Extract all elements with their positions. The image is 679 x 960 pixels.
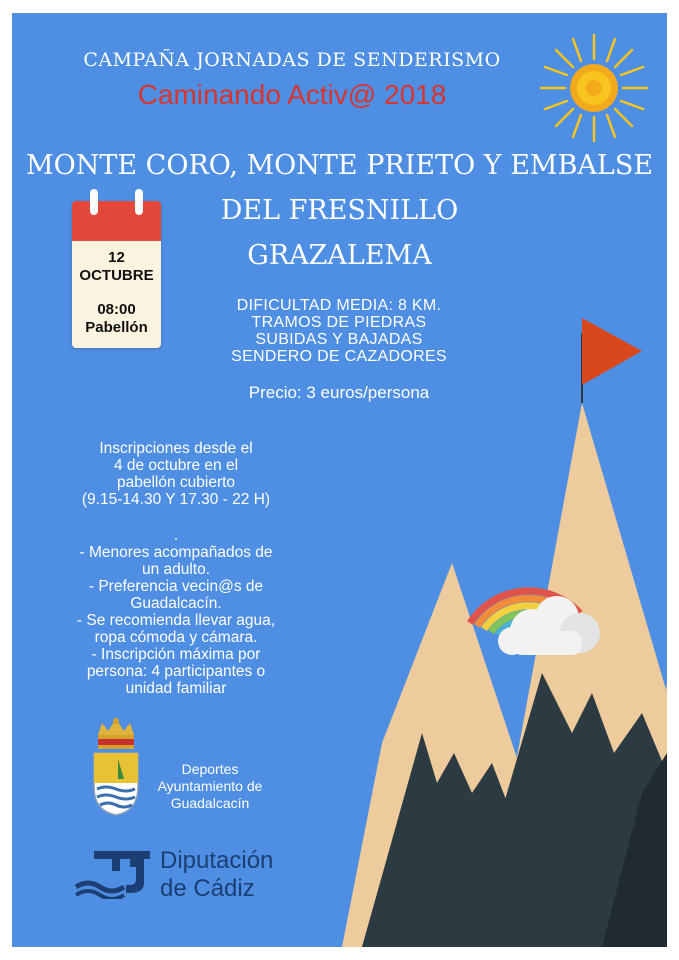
- registration-line: 4 de octubre en el: [113, 457, 239, 474]
- note-line: Guadalcacín.: [130, 595, 222, 612]
- note-line: - Se recomienda llevar agua,: [76, 612, 276, 629]
- note-line: - Menores acompañados de: [79, 544, 273, 561]
- diputacion-logo-icon: [74, 849, 154, 899]
- note-line: unidad familiar: [125, 680, 227, 697]
- note-line: persona: 4 participantes o: [86, 663, 266, 680]
- ayuntamiento-label: [140, 761, 280, 812]
- dept-line: Ayuntamiento de: [157, 778, 263, 794]
- note-line: un adulto.: [141, 561, 211, 578]
- coat-of-arms-icon: [88, 717, 144, 817]
- calendar-header: [72, 201, 161, 241]
- detail-line: SUBIDAS Y BAJADAS: [255, 331, 423, 348]
- dip-line: Diputación: [160, 847, 274, 874]
- diputacion-label: [160, 847, 273, 903]
- flag-icon: [582, 318, 642, 385]
- notes-dot: .: [173, 527, 179, 544]
- registration-info: [56, 440, 296, 508]
- route-title-line: GRAZALEMA: [247, 240, 432, 271]
- calendar-date: [72, 249, 161, 285]
- mountains-illustration: [342, 313, 667, 947]
- registration-line: (9.15-14.30 Y 17.30 - 22 H): [81, 491, 271, 508]
- campaign-heading: CAMPAÑA JORNADAS DE SENDERISMO: [83, 49, 501, 71]
- calendar-time-place: [72, 301, 161, 337]
- note-line: ropa cómoda y cámara.: [94, 629, 258, 646]
- route-title-line: MONTE CORO, MONTE PRIETO Y EMBALSE: [25, 150, 654, 181]
- calendar-month: OCTUBRE: [79, 267, 154, 284]
- detail-line: TRAMOS DE PIEDRAS: [251, 314, 427, 331]
- calendar-ring: [135, 189, 143, 215]
- calendar-day: 12: [108, 249, 125, 266]
- price: Precio: 3 euros/persona: [248, 383, 430, 402]
- dept-line: Deportes: [181, 761, 239, 777]
- detail-line: DIFICULTAD MEDIA: 8 KM.: [236, 297, 442, 314]
- calendar-ring: [90, 189, 98, 215]
- note-line: - Inscripción máxima por: [91, 646, 261, 663]
- calendar-time: 08:00: [97, 301, 136, 318]
- campaign-subtitle: Caminando Activ@ 2018: [137, 79, 447, 110]
- calendar-place: Pabellón: [85, 319, 148, 336]
- dept-line: Guadalcacín: [170, 795, 250, 811]
- detail-line: SENDERO DE CAZADORES: [231, 348, 447, 365]
- registration-line: pabellón cubierto: [116, 474, 236, 491]
- dip-line: de Cádiz: [160, 875, 255, 902]
- notes: [56, 527, 296, 697]
- note-line: - Preferencia vecin@s de: [88, 578, 264, 595]
- calendar-icon: [72, 201, 161, 348]
- route-title-line: DEL FRESNILLO: [220, 195, 459, 226]
- poster: [12, 13, 667, 947]
- registration-line: Inscripciones desde el: [99, 440, 253, 457]
